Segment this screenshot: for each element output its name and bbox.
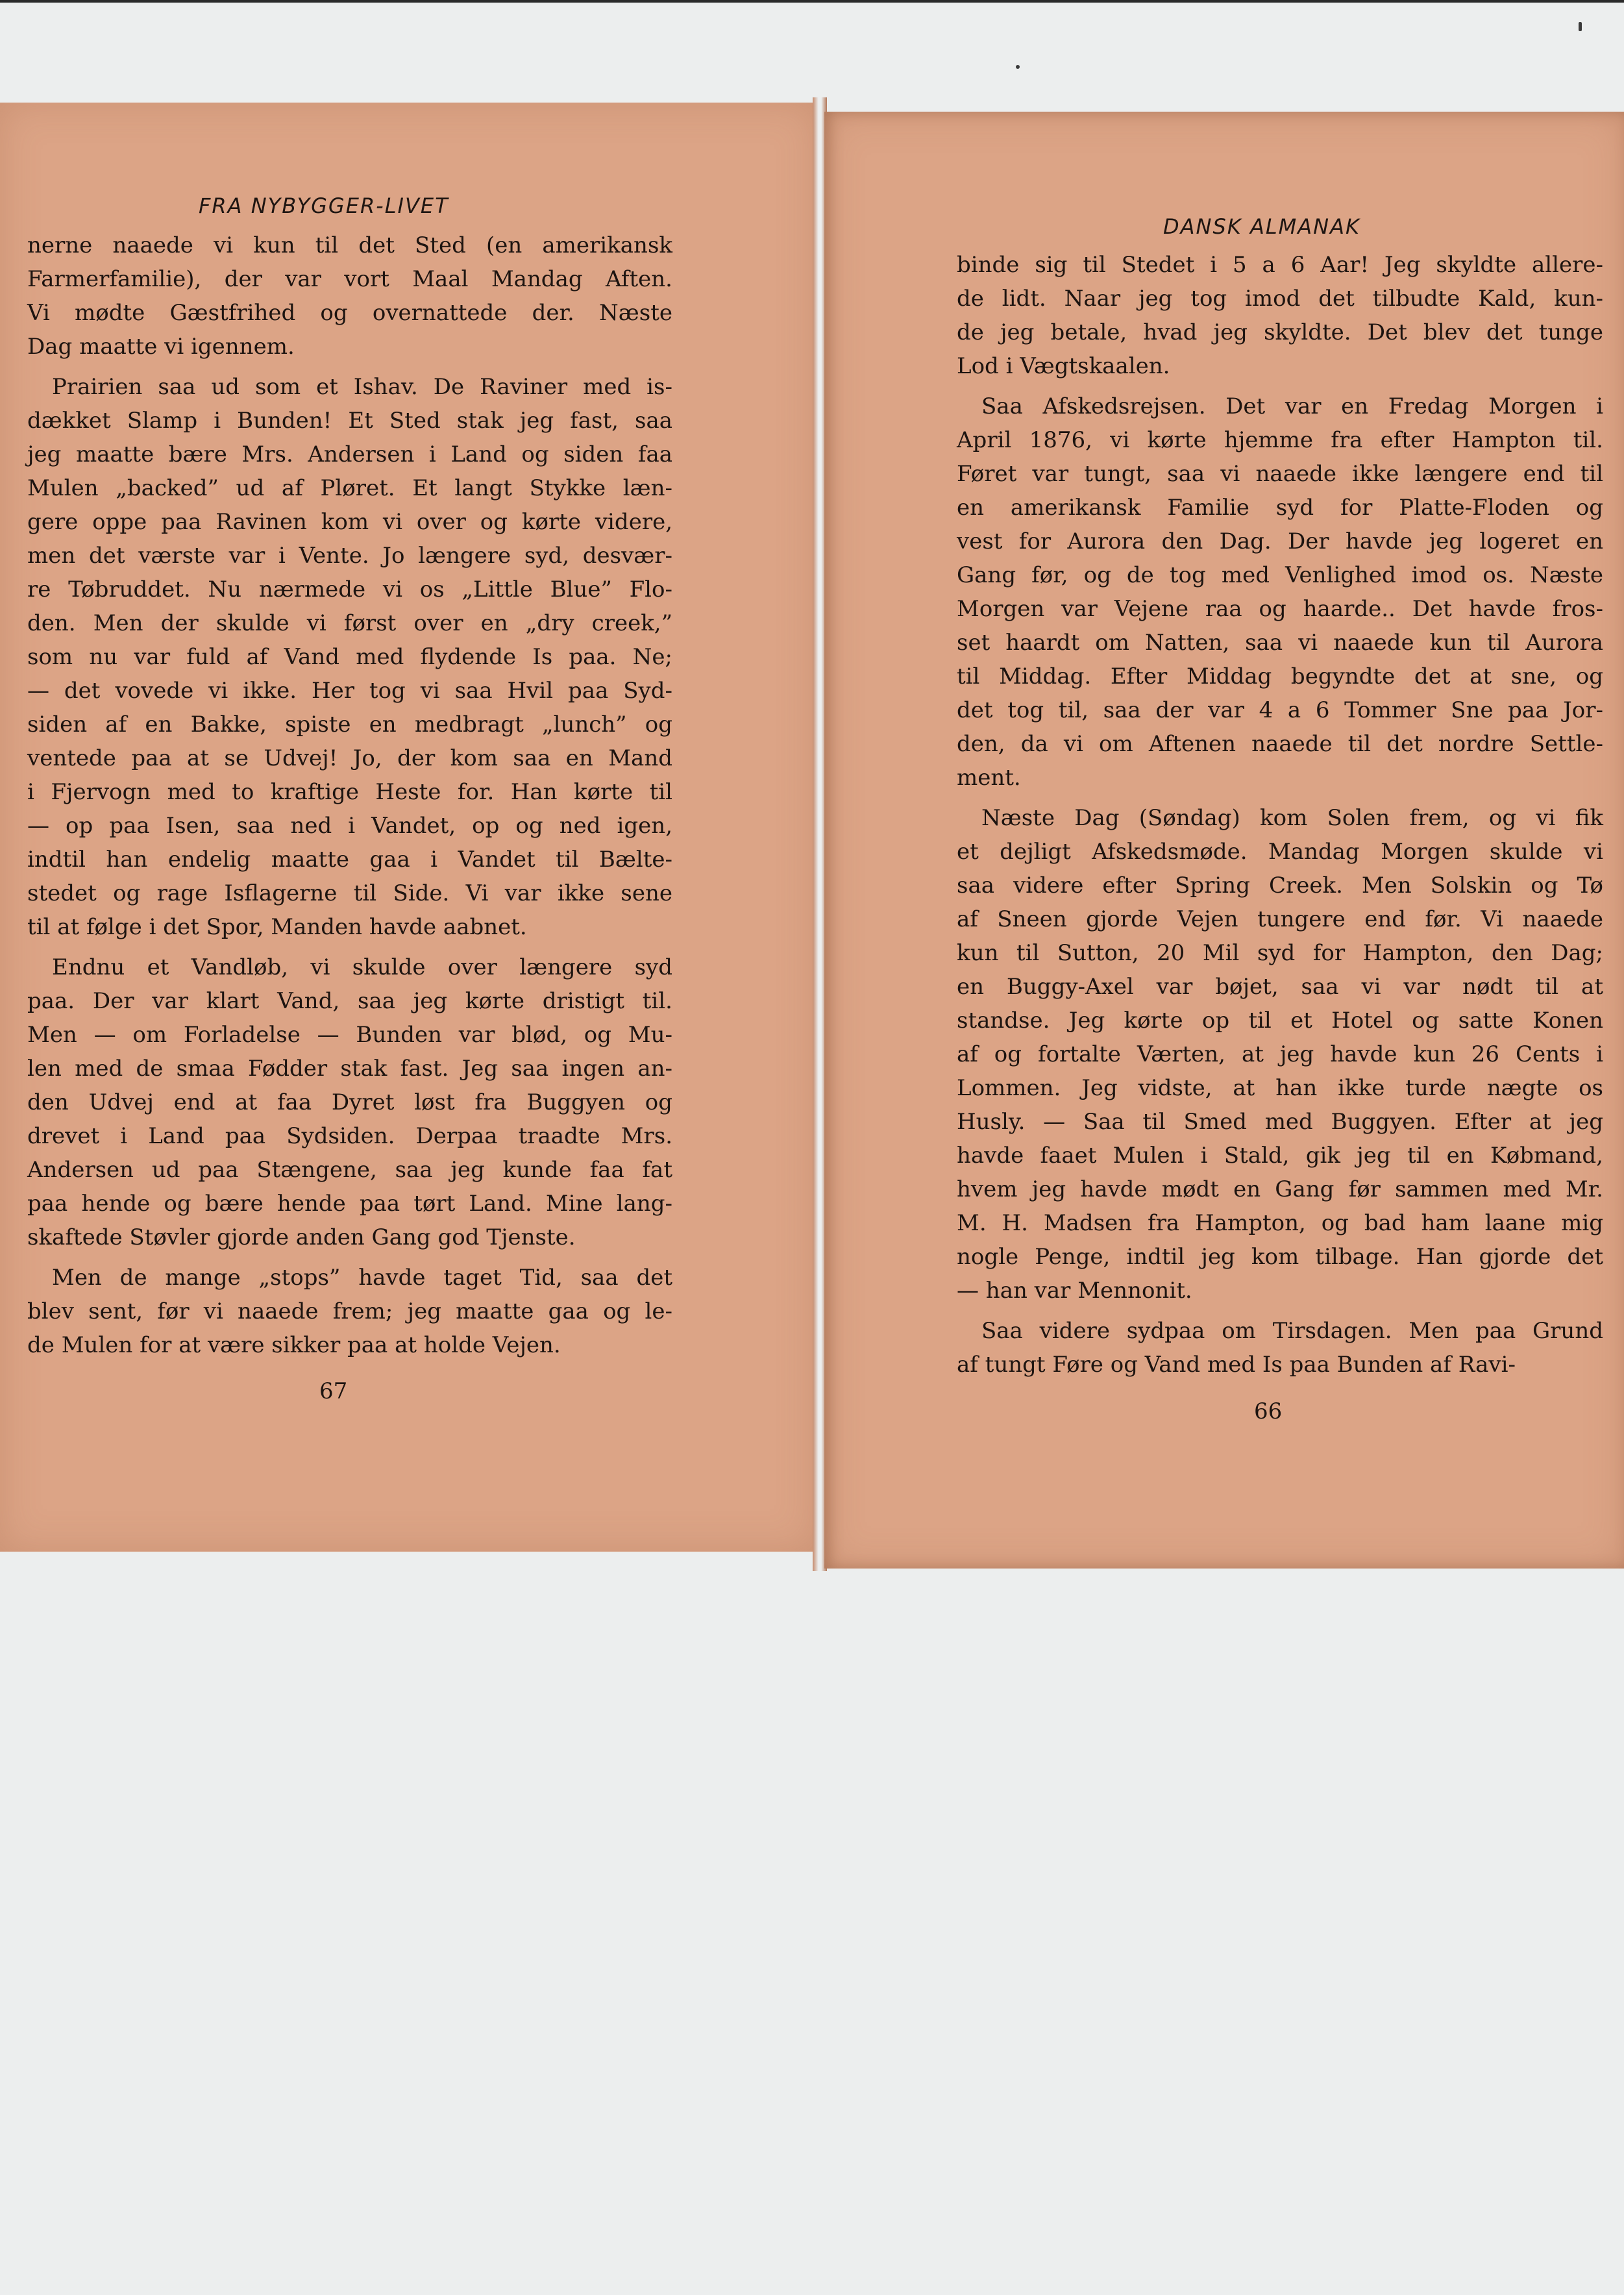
- text-line: Gang før, og de tog med Venlighed imod os. Næste: [957, 562, 1603, 588]
- text-line: set haardt om Natten, saa vi naaede kun til Aurora: [957, 630, 1603, 656]
- text-line: indtil han endelig maatte gaa i Vandet til Bælte-: [27, 847, 672, 873]
- text-line: — op paa Isen, saa ned i Vandet, op og ned igen,: [27, 813, 672, 839]
- text-line: nogle Penge, indtil jeg kom tilbage. Han gjorde det: [957, 1244, 1603, 1270]
- text-line: Næste Dag (Søndag) kom Solen frem, og vi fik: [981, 805, 1603, 831]
- text-line: standse. Jeg kørte op til et Hotel og satte Konen: [957, 1008, 1603, 1034]
- scan-speck: [1016, 65, 1020, 69]
- text-line: len med de smaa Fødder stak fast. Jeg saa ingen an-: [27, 1056, 672, 1082]
- text-line: den. Men der skulde vi først over en „dry creek,”: [27, 610, 672, 636]
- scan-speck: [1579, 22, 1582, 31]
- text-line: havde faaet Mulen i Stald, gik jeg til en Købmand,: [957, 1143, 1603, 1169]
- paragraph-gap: [27, 944, 672, 950]
- text-line: Føret var tungt, saa vi naaede ikke længere end til: [957, 461, 1603, 487]
- paragraph-gap: [27, 364, 672, 370]
- text-line: vest for Aurora den Dag. Der havde jeg logeret en: [957, 528, 1603, 554]
- right-page-text: [957, 248, 1603, 1382]
- text-line: M. H. Madsen fra Hampton, og bad ham laane mig: [957, 1210, 1603, 1236]
- text-line: Lod i Vægtskaalen.: [957, 353, 1170, 379]
- right-running-head: DANSK ALMANAK: [1163, 214, 1360, 239]
- text-line: saa videre efter Spring Creek. Men Solskin og Tø: [957, 873, 1603, 899]
- text-line: en amerikansk Familie syd for Platte-Floden og: [957, 495, 1603, 521]
- text-line: til at følge i det Spor, Manden havde aabnet.: [27, 914, 527, 940]
- text-line: en Buggy-Axel var bøjet, saa vi var nødt til at: [957, 974, 1603, 1000]
- text-line: af Sneen gjorde Vejen tungere end før. Vi naaede: [957, 906, 1603, 932]
- text-line: Saa Afskedsrejsen. Det var en Fredag Morgen i: [981, 393, 1603, 419]
- text-line: re Tøbruddet. Nu nærmede vi os „Little Blue” Flo-: [27, 577, 672, 602]
- text-line: men det værste var i Vente. Jo længere syd, desvær-: [27, 543, 672, 569]
- left-running-head: FRA NYBYGGER-LIVET: [199, 193, 449, 218]
- text-line: Morgen var Vejene raa og haarde.. Det havde fros-: [957, 596, 1603, 622]
- text-line: Men de mange „stops” havde taget Tid, saa det: [52, 1265, 672, 1291]
- text-line: et dejligt Afskedsmøde. Mandag Morgen skulde vi: [957, 839, 1603, 865]
- text-line: kun til Sutton, 20 Mil syd for Hampton, den Dag;: [957, 940, 1603, 966]
- text-line: Mulen „backed” ud af Pløret. Et langt Stykke læn-: [27, 475, 672, 501]
- text-line: dækket Slamp i Bunden! Et Sted stak jeg fast, saa: [27, 408, 672, 434]
- text-line: som nu var fuld af Vand med flydende Is paa. Ne;: [27, 644, 672, 670]
- text-line: stedet og rage Isflagerne til Side. Vi var ikke sene: [27, 880, 672, 906]
- text-line: de lidt. Naar jeg tog imod det tilbudte Kald, kun-: [957, 286, 1603, 312]
- text-line: — han var Mennonit.: [957, 1278, 1192, 1304]
- scan-top-edge: [0, 0, 1624, 3]
- text-line: binde sig til Stedet i 5 a 6 Aar! Jeg skyldte allere-: [957, 252, 1603, 278]
- paragraph-gap: [957, 795, 1603, 801]
- text-line: skaftede Støvler gjorde anden Gang god Tjenste.: [27, 1224, 576, 1250]
- left-page-text: [27, 229, 672, 1362]
- text-line: af og fortalte Værten, at jeg havde kun 26 Cents i: [957, 1041, 1603, 1067]
- left-page-number: 67: [319, 1378, 348, 1404]
- text-line: siden af en Bakke, spiste en medbragt „lunch” og: [27, 712, 672, 738]
- text-line: den Udvej end at faa Dyret løst fra Buggyen og: [27, 1089, 672, 1115]
- text-line: — det vovede vi ikke. Her tog vi saa Hvil paa Syd-: [27, 678, 672, 704]
- text-line: til Middag. Efter Middag begyndte det at sne, og: [957, 664, 1603, 689]
- text-line: det tog til, saa der var 4 a 6 Tommer Sne paa Jor-: [957, 697, 1603, 723]
- text-line: Vi mødte Gæstfrihed og overnattede der. Næste: [27, 300, 672, 326]
- text-line: Lommen. Jeg vidste, at han ikke turde nægte os: [957, 1075, 1603, 1101]
- text-line: Dag maatte vi igennem.: [27, 334, 295, 360]
- text-line: ventede paa at se Udvej! Jo, der kom saa en Mand: [27, 745, 672, 771]
- paragraph-gap: [27, 1254, 672, 1261]
- text-line: de Mulen for at være sikker paa at holde Vejen.: [27, 1332, 561, 1358]
- text-line: de jeg betale, hvad jeg skyldte. Det blev det tunge: [957, 319, 1603, 345]
- text-line: paa. Der var klart Vand, saa jeg kørte dristigt til.: [27, 988, 672, 1014]
- text-line: af tungt Føre og Vand med Is paa Bunden af Ravi-: [957, 1352, 1516, 1378]
- text-line: hvem jeg havde mødt en Gang før sammen med Mr.: [957, 1176, 1603, 1202]
- text-line: Husly. — Saa til Smed med Buggyen. Efter at jeg: [957, 1109, 1603, 1135]
- text-line: Endnu et Vandløb, vi skulde over længere syd: [52, 954, 672, 980]
- right-page-number: 66: [1254, 1398, 1283, 1424]
- text-line: paa hende og bære hende paa tørt Land. Mine lang-: [27, 1191, 672, 1217]
- text-line: nerne naaede vi kun til det Sted (en amerikansk: [27, 232, 672, 258]
- text-line: Saa videre sydpaa om Tirsdagen. Men paa Grund: [981, 1318, 1603, 1344]
- paragraph-gap: [957, 383, 1603, 390]
- text-line: drevet i Land paa Sydsiden. Derpaa traadte Mrs.: [27, 1123, 672, 1149]
- text-line: April 1876, vi kørte hjemme fra efter Hampton til.: [957, 427, 1603, 453]
- text-line: Men — om Forladelse — Bunden var blød, og Mu-: [27, 1022, 672, 1048]
- text-line: Andersen ud paa Stængene, saa jeg kunde faa fat: [27, 1157, 672, 1183]
- text-line: Prairien saa ud som et Ishav. De Raviner med is-: [52, 374, 672, 400]
- text-line: Farmerfamilie), der var vort Maal Mandag Aften.: [27, 266, 672, 292]
- text-line: blev sent, før vi naaede frem; jeg maatte gaa og le-: [27, 1298, 672, 1324]
- text-line: jeg maatte bære Mrs. Andersen i Land og siden faa: [27, 441, 672, 467]
- text-line: i Fjervogn med to kraftige Heste for. Han kørte til: [27, 779, 672, 805]
- text-line: gere oppe paa Ravinen kom vi over og kørte videre,: [27, 509, 672, 535]
- text-line: ment.: [957, 765, 1021, 791]
- paragraph-gap: [957, 1308, 1603, 1314]
- text-line: den, da vi om Aftenen naaede til det nordre Settle-: [957, 731, 1603, 757]
